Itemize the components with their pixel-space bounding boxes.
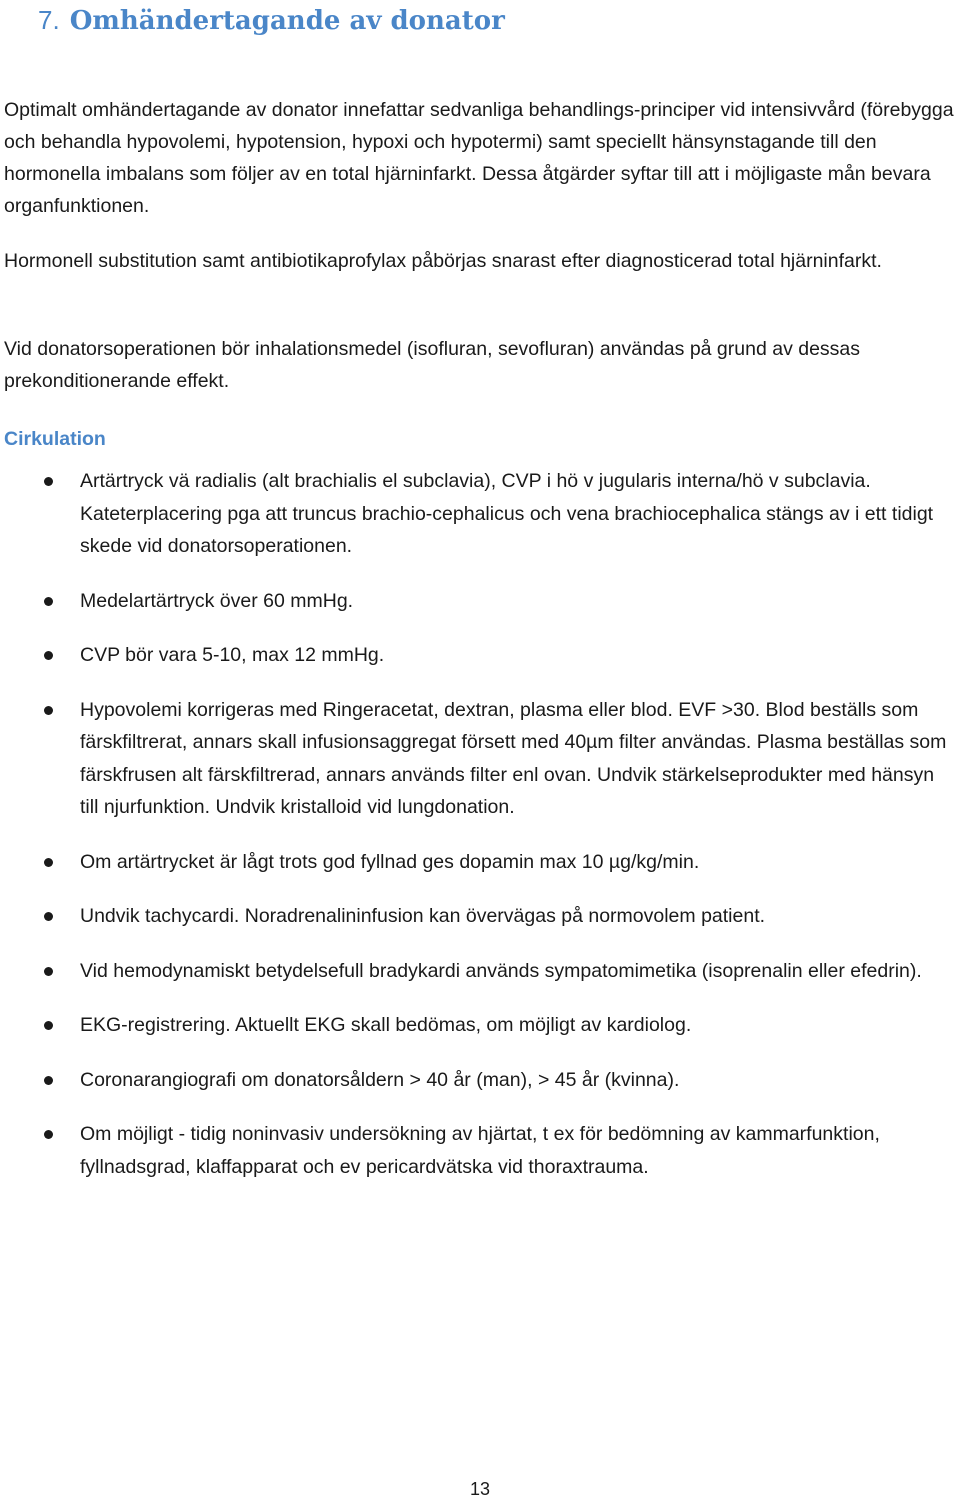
bullet-icon: [44, 477, 53, 486]
list-item-text: Hypovolemi korrigeras med Ringeracetat, dextran, plasma eller blod. EVF >30. Blod beställs som färskfiltrerat, annars skall infusionsaggregat försett med 40µm filter användas. Plasma beställas som färskfrusen alt färskfiltrerad, annars används filter enl ovan. Undvik stärkelseprodukter med hänsyn till njurfunktion. Undvik kristalloid vid lungdonation.: [80, 698, 947, 818]
bullet-icon: [44, 597, 53, 606]
list-item: [0, 1118, 960, 1183]
bullet-icon: [44, 706, 53, 715]
cirkulation-bullet-list: [0, 465, 960, 1205]
list-item: [0, 639, 960, 672]
list-item: [0, 585, 960, 618]
list-item-text: Om möjligt - tidig noninvasiv undersökning av hjärtat, t ex för bedömning av kammarfunktion, fyllnadsgrad, klaffapparat och ev pericardvätska vid thoraxtrauma.: [80, 1123, 880, 1178]
paragraph-inhalation-agents: Vid donatorsoperationen bör inhalationsmedel (isofluran, sevofluran) användas på grund av dessas prekonditionerande effekt.: [4, 338, 861, 392]
page-number: 13: [469, 1479, 491, 1499]
list-item-text: Undvik tachycardi. Noradrenalininfusion kan övervägas på normovolem patient.: [80, 905, 766, 927]
section-heading-cirkulation: Cirkulation: [4, 428, 106, 450]
list-item-text: Coronarangiografi om donatorsåldern > 40 år (man), > 45 år (kvinna).: [80, 1068, 680, 1091]
heading-number: 7.: [38, 5, 60, 35]
list-item-text: Artärtryck vä radialis (alt brachialis el subclavia), CVP i hö v jugularis interna/hö v subclavia. Kateterplacering pga att truncus brachio-cephalicus och vena brachiocephalica stängs av i ett tidigt skede vid donatorsoperationen.: [80, 470, 934, 557]
list-item: [0, 1009, 960, 1042]
list-item: [0, 694, 960, 824]
list-item-text: EKG-registrering. Aktuellt EKG skall bedömas, om möjligt av kardiolog.: [80, 1014, 692, 1036]
bullet-icon: [44, 1076, 53, 1085]
bullet-icon: [44, 651, 53, 660]
list-item-text: Om artärtrycket är lågt trots god fyllnad ges dopamin max 10 µg/kg/min.: [80, 850, 700, 873]
paragraph-intro: Optimalt omhändertagande av donator innefattar sedvanliga behandlings-principer vid intensivvård (förebygga och behandla hypovolemi, hypotension, hypoxi och hypotermi) samt speciellt hänsynstagande till den hormonella imbalans som följer av en total hjärninfarkt. Dessa åtgärder syftar till att i möjligaste mån bevara organfunktionen.: [4, 99, 954, 217]
list-item-text: Medelartärtryck över 60 mmHg.: [80, 589, 354, 612]
list-item-text: Vid hemodynamiskt betydelsefull bradykardi används sympatomimetika (isoprenalin eller efedrin).: [80, 959, 922, 982]
list-item: [0, 955, 960, 988]
bullet-icon: [44, 858, 53, 867]
list-item: [0, 465, 960, 563]
heading-title: Omhändertagande av donator: [69, 6, 505, 36]
bullet-icon: [44, 1130, 53, 1139]
bullet-icon: [44, 1021, 53, 1030]
bullet-icon: [44, 967, 53, 976]
list-item-text: CVP bör vara 5-10, max 12 mmHg.: [80, 644, 385, 666]
list-item: [0, 1064, 960, 1097]
list-item: [0, 846, 960, 879]
bullet-icon: [44, 912, 53, 921]
paragraph-hormonal-substitution: Hormonell substitution samt antibiotikaprofylax påbörjas snarast efter diagnosticerad total hjärninfarkt.: [4, 250, 882, 272]
page-heading: [38, 2, 505, 39]
list-item: [0, 900, 960, 933]
